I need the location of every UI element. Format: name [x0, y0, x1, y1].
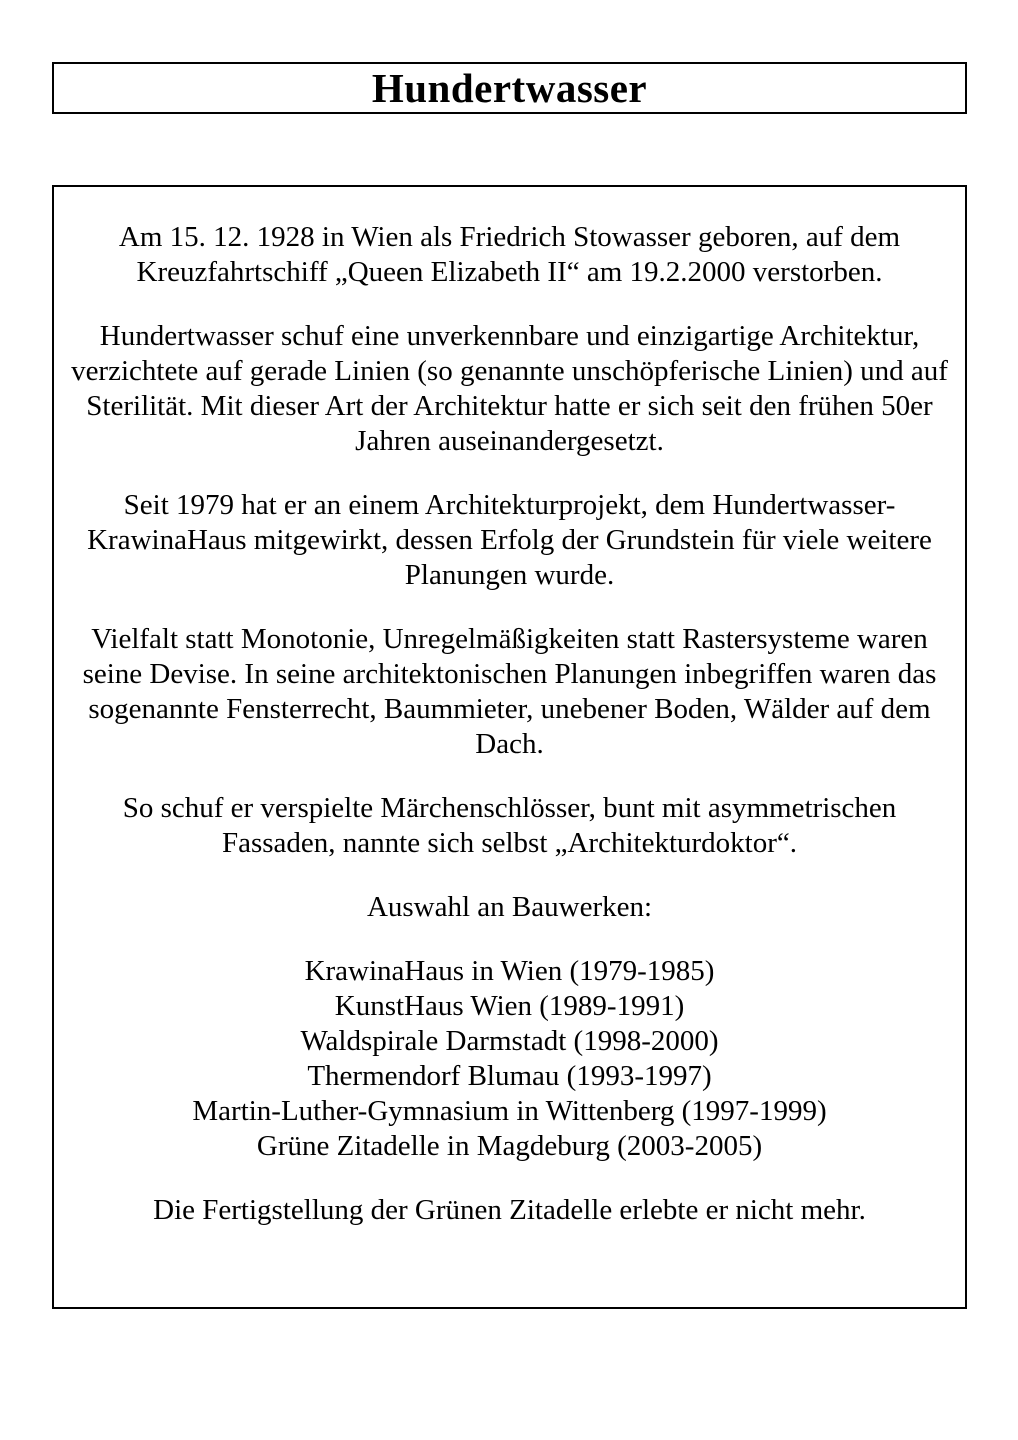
paragraph-maerchenschloesser: So schuf er verspielte Märchenschlösser, bunt mit asymmetrischen Fassaden, nannte sich selbst „Architekturdoktor“.: [122, 792, 897, 859]
closing-paragraph: Die Fertigstellung der Grünen Zitadelle erlebte er nicht mehr.: [153, 1194, 866, 1226]
work-item-gymnasium: Martin-Luther-Gymnasium in Wittenberg (1997-1999): [192, 1095, 827, 1127]
content-box: [52, 185, 967, 1309]
paragraph-devise: Vielfalt statt Monotonie, Unregelmäßigkeiten statt Rastersysteme waren seine Devise. In seine architektonischen Planungen inbegriffen waren das sogenannte Fensterrecht, Baummieter, unebener Boden, Wälder auf dem Dach.: [82, 623, 937, 760]
title-box: [52, 62, 967, 114]
work-item-waldspirale: Waldspirale Darmstadt (1998-2000): [300, 1025, 719, 1057]
works-list: [66, 954, 953, 1164]
paragraph-architecture-style: Hundertwasser schuf eine unverkennbare und einzigartige Architektur, verzichtete auf gerade Linien (so genannte unschöpferische Linien) und auf Sterilität. Mit dieser Art der Architektur hatte er sich seit den frühen 50er Jahren auseinandergesetzt.: [71, 320, 948, 457]
work-item-zitadelle: Grüne Zitadelle in Magdeburg (2003-2005): [256, 1130, 763, 1162]
paragraph-biography: Am 15. 12. 1928 in Wien als Friedrich Stowasser geboren, auf dem Kreuzfahrtschiff „Queen Elizabeth II“ am 19.2.2000 verstorben.: [118, 221, 901, 288]
works-heading: Auswahl an Bauwerken:: [366, 891, 653, 923]
paragraph-krawinahaus-project: Seit 1979 hat er an einem Architekturprojekt, dem Hundertwasser-KrawinaHaus mitgewirkt, dessen Erfolg der Grundstein für viele weitere Planungen wurde.: [87, 489, 932, 591]
document-title: Hundertwasser: [371, 64, 648, 111]
work-item-krawinahaus: KrawinaHaus in Wien (1979-1985): [304, 955, 715, 987]
work-item-kunsthaus: KunstHaus Wien (1989-1991): [334, 990, 685, 1022]
work-item-thermendorf: Thermendorf Blumau (1993-1997): [307, 1060, 712, 1092]
